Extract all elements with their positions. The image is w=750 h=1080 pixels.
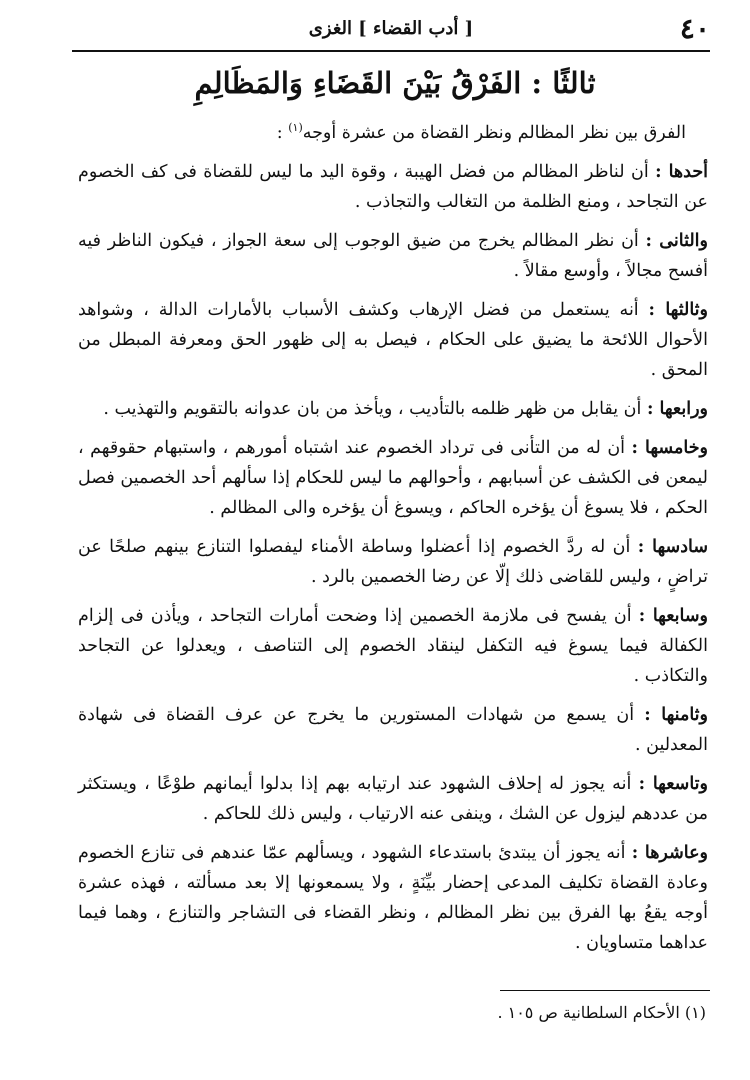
item-lead: أحدها : <box>655 162 709 182</box>
item-text: أن نظر المظالم يخرج من ضيق الوجوب إلى سعة الجواز ، فيكون الناظر فيه أفسح مجالاً ، وأوسع مقالاً . <box>78 231 708 281</box>
item-lead: وسابعها : <box>638 606 708 626</box>
running-title: [ أدب القضاء ] الغزى <box>308 18 474 39</box>
item-text: أنه يستعمل من فضل الإرهاب وكشف الأسباب بالأمارات الدالة ، وشواهد الأحوال اللائحة ما يضيق على الحكام ، فيصل به إلى ظهور الحق ومعرفة المبطل من المحق . <box>78 300 708 380</box>
intro-text: الفرق بين نظر المظالم ونظر القضاة من عشرة أوجه <box>302 123 686 143</box>
header-rule <box>72 50 710 52</box>
item-text: أن يسمع من شهادات المستورين ما يخرج عن عرف القضاة فى شهادة المعدلين . <box>78 705 708 755</box>
item-lead: والثانى : <box>645 231 708 251</box>
list-item <box>78 295 708 385</box>
footnote: (١) الأحكام السلطانية ص ١٠٥ . <box>497 1003 706 1022</box>
list-item <box>78 394 708 424</box>
item-text: أن يقابل من ظهر ظلمه بالتأديب ، ويأخذ من بان عدوانه بالتقويم والتهذيب . <box>103 399 647 419</box>
item-lead: وثالثها : <box>648 300 709 320</box>
intro-tail: : <box>276 123 289 143</box>
list-item <box>78 601 708 691</box>
body-text <box>78 118 708 967</box>
list-item <box>78 226 708 286</box>
footnote-ref: (١) <box>288 121 303 135</box>
item-lead: وتاسعها : <box>638 774 708 794</box>
list-item <box>78 769 708 829</box>
footnote-rule <box>500 990 710 991</box>
item-text: أنه يجوز أن يبتدئ باستدعاء الشهود ، ويسألهم عمّا عندهم فى تنازع الخصوم وعادة القضاة تكليف المدعى إحضار بيِّنَةٍ ، ولا يسمعونها إلا بعد مسألته ، فهذه عشرة أوجه يقعُ بها الفرق بين نظر المظالم ، ونظر القضاء فى التشاجر والتنازع ، وهما فيما عداهما متساويان . <box>78 843 708 953</box>
item-lead: وعاشرها : <box>631 843 708 863</box>
item-text: أن له من التأنى فى ترداد الخصوم عند اشتباه أمورهم ، واستبهام حقوقهم ، ليمعن فى الكشف عن أسبابهم ، وأحوالهم ما ليس للحكام إذا سألهم أحد الخصمين فصل الحكم ، فلا يسوغ أن يؤخره الحاكم ، ويسوغ أن يؤخره والى المظالم . <box>78 438 708 518</box>
item-text: أن له ردَّ الخصوم إذا أعضلوا وساطة الأمناء ليفصلوا التنازع بينهم صلحًا عن تراضٍ ، وليس للقاضى ذلك إلّا عن رضا الخصمين بالرد . <box>78 537 708 587</box>
page-number: ٤٠ <box>679 12 710 45</box>
item-lead: ورابعها : <box>646 399 708 419</box>
item-lead: وخامسها : <box>631 438 708 458</box>
item-text: أن لناظر المظالم من فضل الهيبة ، وقوة اليد ما ليس للقضاة فى كف الخصوم عن التجاحد ، ومنع الظلمة من التغالب والتجاذب . <box>78 162 708 212</box>
item-text: أنه يجوز له إحلاف الشهود عند ارتيابه بهم إذا بدلوا أيمانهم طوْعًا ، ويستكثر من عددهم ليزول عن الشك ، وينفى عنه الارتياب ، وليس ذلك للحاكم . <box>78 774 708 824</box>
list-item <box>78 838 708 958</box>
section-title: ثالثًا : الفَرْقُ بَيْنَ القَضَاءِ وَالمَظَالِمِ <box>194 66 596 100</box>
list-item <box>78 157 708 217</box>
list-item <box>78 532 708 592</box>
page-header <box>72 12 710 46</box>
list-item <box>78 700 708 760</box>
intro-paragraph <box>78 118 708 148</box>
item-text: أن يفسح فى ملازمة الخصمين إذا وضحت أمارات التجاحد ، ويأذن فى إلزام الكفالة فيما يسوغ فيه التكفل لينقاد الخصوم إلى التناصف ، ويعدلوا عن التجاحد والتكاذب . <box>78 606 708 686</box>
list-item <box>78 433 708 523</box>
item-lead: سادسها : <box>637 537 708 557</box>
item-lead: وثامنها : <box>644 705 708 725</box>
